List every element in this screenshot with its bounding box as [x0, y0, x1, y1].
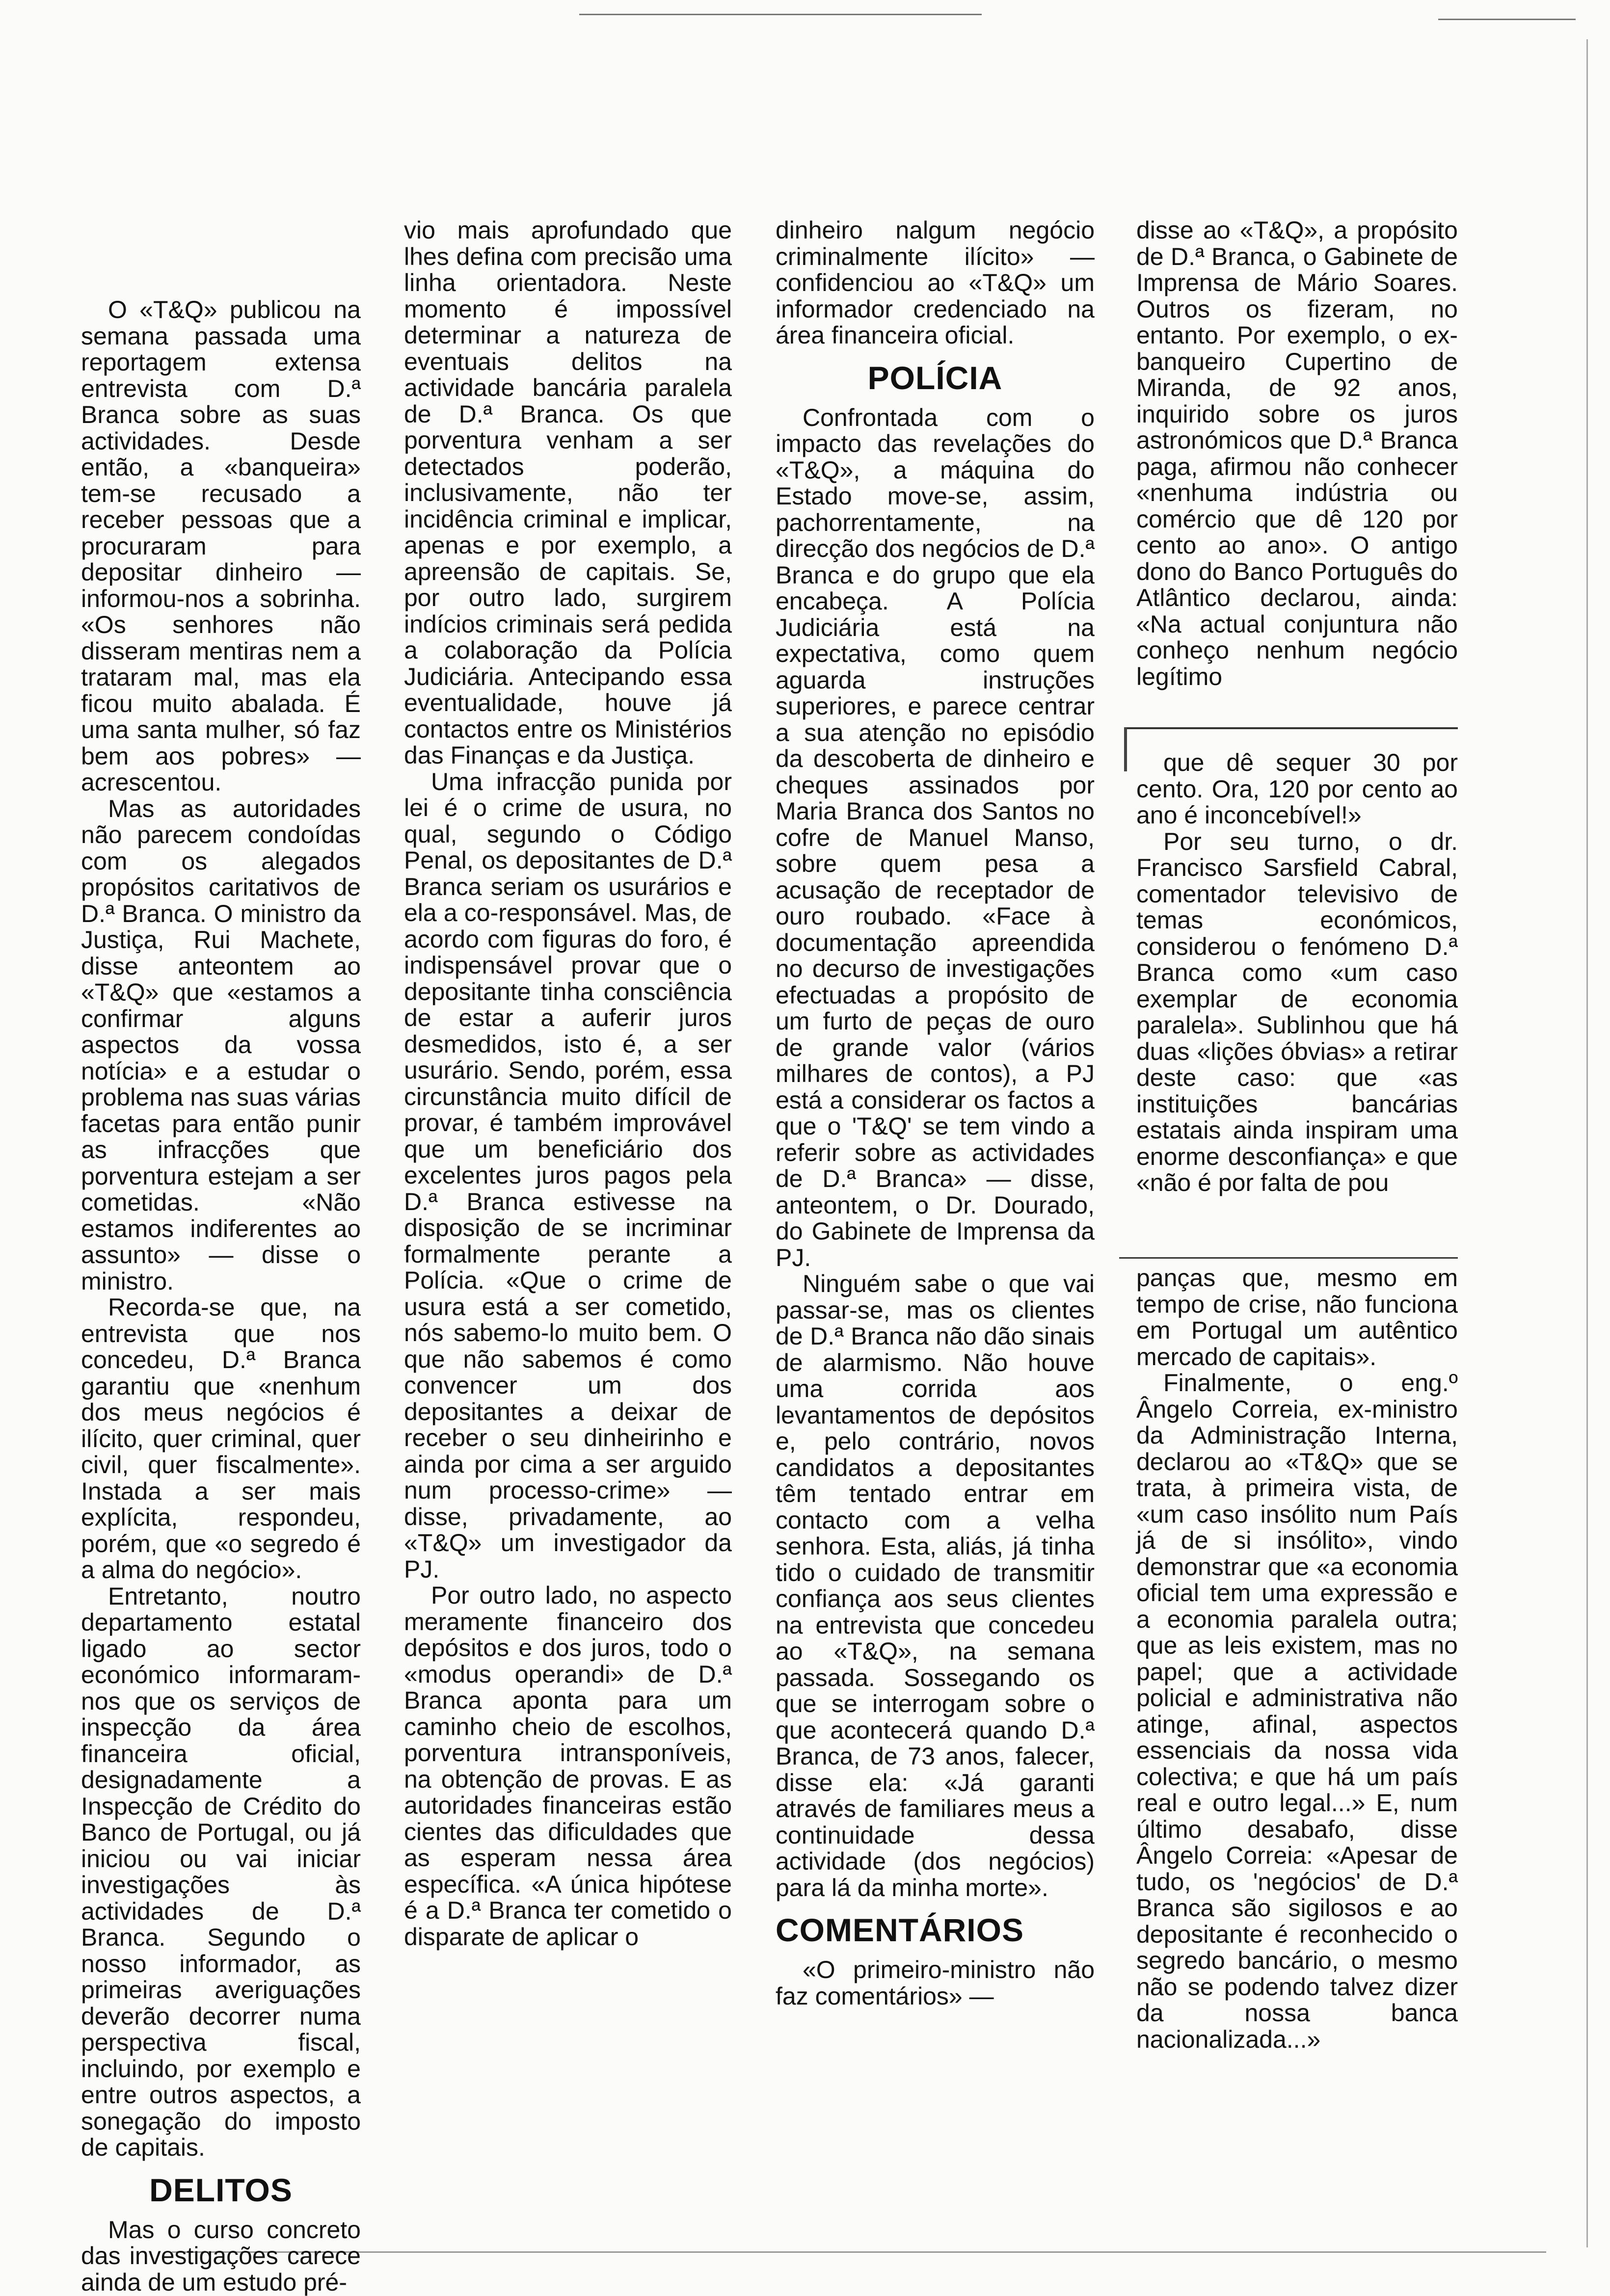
column-4-block-1 — [1136, 217, 1458, 723]
paragraph: Entretanto, noutro departamento estatal ligado ao sector económico informaram-nos que os serviços de inspecção da área financeira oficial, designadamente a Inspecção de Crédito do Banco de Portugal, ou já iniciou ou vai iniciar investigações às actividades de D.ª Branca. Segundo o nosso informador, as primeiras averiguações deverão decorrer numa perspectiva fiscal, incluindo, por exemplo e entre outros aspectos, a sonegação do imposto de capitais. — [81, 1582, 361, 2161]
paragraph: panças que, mesmo em tempo de crise, não funciona em Portugal um autêntico mercado de capitais». — [1136, 1264, 1458, 1371]
paragraph: Uma infracção punida por lei é o crime de usura, no qual, segundo o Código Penal, os depositantes de D.ª Branca seriam os usurários e ela a co-responsável. Mas, de acordo com figuras do foro, é indispensável provar que o depositante tinha consciência de estar a auferir juros desmedidos, isto é, a ser usurário. Sendo, porém, essa circunstância muito difícil de provar, é também improvável que um beneficiário dos excelentes juros pagos pela D.ª Branca estivesse na disposição de se incriminar formalmente perante a Polícia. «Que o crime de usura está a ser cometido, nós sabemo-lo muito bem. O que não sabemos é como convencer um dos depositantes a deixar de receber o seu dinheirinho e ainda por cima a ser arguido num processo-crime» — disse, privadamente, ao «T&Q» um investigador da PJ. — [404, 767, 732, 1583]
paragraph: Mas as autoridades não parecem condoídas com os alegados propósitos caritativos de D.ª Branca. O ministro da Justiça, Rui Machete, disse anteontem ao «T&Q» que «estamos a confirmar alguns aspectos da vossa notícia» e a estudar o problema nas suas várias facetas para então punir as infracções que porventura estejam a ser cometidas. «Não estamos indiferentes ao assunto» — disse o ministro. — [81, 794, 361, 1295]
paragraph: dinheiro nalgum negócio criminalmente ilícito» — confidenciou ao «T&Q» um informador credenciado na área financeira oficial. — [776, 216, 1095, 349]
scan-mark-top — [579, 14, 982, 15]
paragraph: Ninguém sabe o que vai passar-se, mas os clientes de D.ª Branca não dão sinais de alarmismo. Não houve uma corrida aos levantamentos de depósitos e, pelo contrário, novos candidatos a depositantes têm tentado entrar em contacto com a velha senhora. Esta, aliás, já tinha tido o cuidado de transmitir confiança aos seus clientes na entrevista que concedeu ao «T&Q», na semana passada. Sossegando os que se interrogam sobre o que acontecerá quando D.ª Branca, de 73 anos, falecer, disse ela: «Já garanti através de familiares meus a continuidade dessa actividade (dos negócios) para lá da minha morte». — [776, 1270, 1095, 1901]
section-heading-policia: POLÍCIA — [867, 359, 1003, 396]
section-heading-comentarios: COMENTÁRIOS — [776, 1912, 1024, 1948]
paragraph: Recorda-se que, na entrevista que nos concedeu, D.ª Branca garantiu que «nenhum dos meus negócios é ilícito, quer criminal, quer civil, quer fiscalmente». Instada a ser mais explícita, respondeu, porém, que «o segredo é a alma do negócio». — [81, 1293, 361, 1583]
paragraph: Mas o curso concreto das investigações carece ainda de um estudo pré- — [81, 2216, 361, 2296]
article-column-3 — [776, 217, 1095, 2009]
column-4-rule-middle — [1119, 1257, 1458, 1259]
paragraph: Por seu turno, o dr. Francisco Sarsfield Cabral, comentador televisivo de temas económicos, considerou o fenómeno D.ª Branca como «um caso exemplar de economia paralela». Sublinhou que há duas «lições óbvias» a retirar deste caso: que «as instituições bancárias estatais ainda inspiram uma enorme desconfiança» e que «não é por falta de pou — [1136, 827, 1458, 1196]
column-4-rule-corner — [1124, 727, 1127, 771]
article-column-2 — [404, 217, 732, 1950]
column-4-block-2 — [1136, 750, 1458, 1255]
paragraph: Por outro lado, no aspecto meramente financeiro dos depósitos e dos juros, todo o «modus operandi» de D.ª Branca aponta para um caminho cheio de escolhos, porventura intransponíveis, na obtenção de provas. E as autoridades financeiras estão cientes das dificuldades que as esperam nessa área específica. «A única hipótese é a D.ª Branca ter cometido o disparate de aplicar o — [404, 1582, 732, 1951]
section-heading-delitos: DELITOS — [149, 2171, 293, 2208]
scan-edge-right — [1586, 39, 1588, 2247]
paragraph: Confrontada com o impacto das revelações do «T&Q», a máquina do Estado move-se, assim, pachorrentamente, na direcção dos negócios de D.ª Branca e do grupo que ela encabeça. A Polícia Judiciária está na expectativa, como quem aguarda instruções superiores, e parece centrar a sua atenção no episódio da descoberta de dinheiro e cheques assinados por Maria Branca dos Santos no cofre de Manuel Manso, sobre quem pesa a acusação de receptador de ouro roubado. «Face à documentação apreendida no decurso de investigações efectuadas a propósito de um furto de peças de ouro de grande valor (vários milhares de contos), a PJ está a considerar os factos a que o 'T&Q' se tem vindo a referir sobre as actividades de D.ª Branca» — disse, anteontem, o Dr. Dourado, do Gabinete de Imprensa da PJ. — [776, 403, 1095, 1271]
column-4-block-3 — [1136, 1265, 1458, 2053]
column-4-rule-top — [1124, 727, 1458, 729]
paragraph: Finalmente, o eng.º Ângelo Correia, ex-ministro da Administração Interna, declarou ao «T&Q» que se trata, à primeira vista, de «um caso insólito num País já de si insólito», vindo demonstrar que «a economia oficial tem uma expressão e a economia paralela outra; que as leis existem, mas no papel; que a actividade policial e administrativa não atinge, afinal, aspectos essenciais da nossa vida colectiva; e que há um país real e outro legal...» E, num último desabafo, disse Ângelo Correia: «Apesar de tudo, os 'negócios' de D.ª Branca são sigilosos e ao depositante é reconhecido o segredo bancário, o mesmo não se podendo talvez dizer da nossa banca nacionalizada...» — [1136, 1369, 1458, 2053]
paragraph: vio mais aprofundado que lhes defina com precisão uma linha orientadora. Neste momento é impossível determinar a natureza de eventuais delitos na actividade bancária paralela de D.ª Branca. Os que porventura venham a ser detectados poderão, inclusivamente, não ter incidência criminal e implicar, apenas e por exemplo, a apreensão de capitais. Se, por outro lado, surgirem indícios criminais será pedida a colaboração da Polícia Judiciária. Antecipando essa eventualidade, houve já contactos entre os Ministérios das Finanças e da Justiça. — [404, 216, 732, 769]
scan-mark-bottom — [172, 2251, 1546, 2253]
article-column-1 — [81, 297, 361, 2296]
paragraph: O «T&Q» publicou na semana passada uma reportagem extensa entrevista com D.ª Branca sobre as suas actividades. Desde então, a «banqueira» tem-se recusado a receber pessoas que a procuraram para depositar dinheiro — informou-nos a sobrinha. «Os senhores não disseram mentiras nem a trataram mal, mas ela ficou muito abalada. É uma santa mulher, só faz bem aos pobres» — acrescentou. — [81, 296, 361, 796]
article-column-4 — [1136, 217, 1458, 2053]
paragraph: «O primeiro-ministro não faz comentários» — — [776, 1956, 1095, 2010]
scan-mark-top-right — [1438, 19, 1576, 20]
paragraph: que dê sequer 30 por cento. Ora, 120 por cento ao ano é inconcebível!» — [1136, 750, 1458, 829]
paragraph: disse ao «T&Q», a propósito de D.ª Branca, o Gabinete de Imprensa de Mário Soares. Outros os fizeram, no entanto. Por exemplo, o ex-banqueiro Cupertino de Miranda, de 92 anos, inquirido sobre os juros astronómicos que D.ª Branca paga, afirmou não conhecer «nenhuma indústria ou comércio que dê 120 por cento ao ano». O antigo dono do Banco Português do Atlântico declarou, ainda: «Na actual conjuntura não conheço nenhum negócio legítimo — [1136, 217, 1458, 690]
